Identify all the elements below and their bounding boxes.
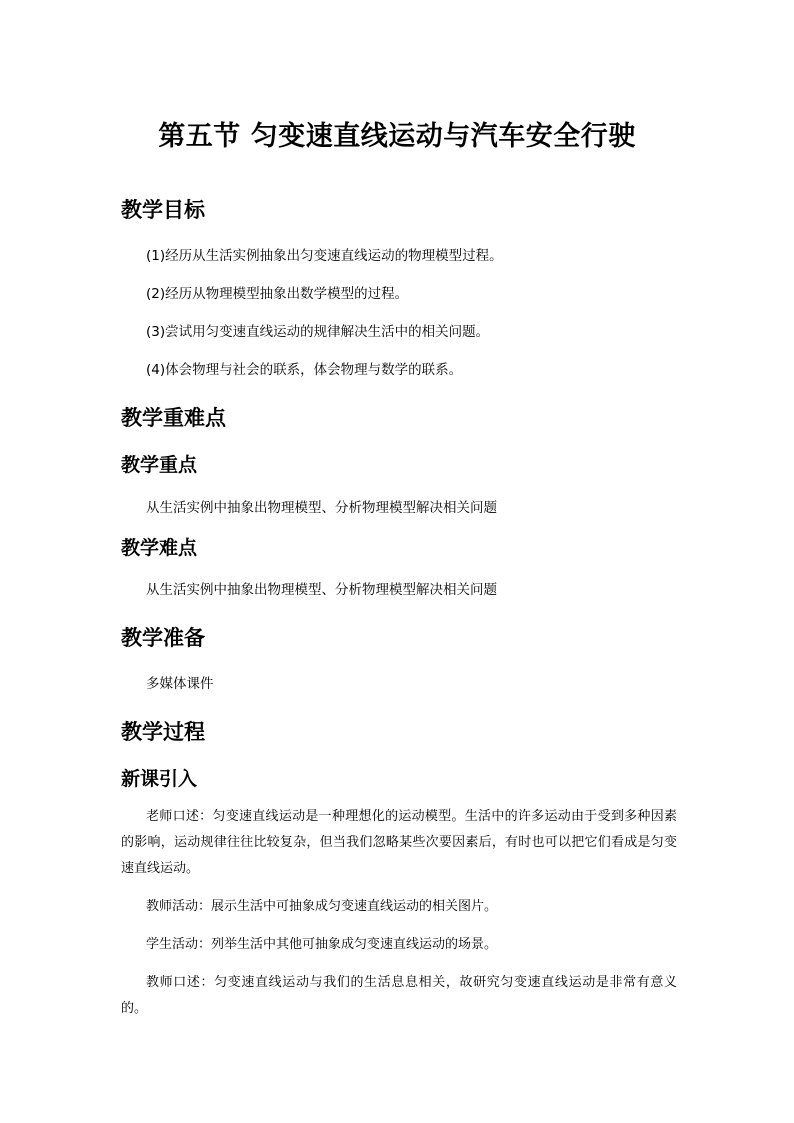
process-heading: 教学过程 (121, 720, 205, 744)
objectives-heading: 教学目标 (121, 198, 205, 222)
process-paragraph-1: 老师口述：匀变速直线运动是一种理想化的运动模型。生活中的许多运动由于受到多种因素的影响，运动规律往往比较复杂，但当我们忽略某些次要因素后，有时也可以把它们看成是匀变速直线运动。 (121, 809, 677, 876)
preparation-text: 多媒体课件 (146, 676, 214, 692)
document-title: 第五节 匀变速直线运动与汽车安全行驶 (158, 121, 636, 152)
difficulty-text: 从生活实例中抽象出物理模型、分析物理模型解决相关问题 (146, 582, 497, 598)
intro-heading: 新课引入 (121, 768, 198, 790)
objective-item-1: (1)经历从生活实例抽象出匀变速直线运动的物理模型过程。 (146, 248, 503, 264)
process-paragraph-4: 教师口述：匀变速直线运动与我们的生活息息相关，故研究匀变速直线运动是非常有意义的。 (121, 975, 677, 1016)
focus-text: 从生活实例中抽象出物理模型、分析物理模型解决相关问题 (146, 500, 497, 516)
preparation-heading: 教学准备 (121, 626, 205, 650)
focus-heading: 教学重点 (121, 454, 198, 476)
process-paragraph-2: 教师活动：展示生活中可抽象成匀变速直线运动的相关图片。 (146, 899, 498, 914)
objective-item-3: (3)尝试用匀变速直线运动的规律解决生活中的相关问题。 (146, 324, 490, 340)
key-points-heading: 教学重难点 (121, 406, 226, 430)
difficulty-heading: 教学难点 (121, 537, 198, 559)
process-paragraph-3: 学生活动：列举生活中其他可抽象成匀变速直线运动的场景。 (146, 937, 498, 952)
objective-item-2: (2)经历从物理模型抽象出数学模型的过程。 (146, 286, 409, 302)
objective-item-4: (4)体会物理与社会的联系，体会物理与数学的联系。 (146, 362, 463, 378)
